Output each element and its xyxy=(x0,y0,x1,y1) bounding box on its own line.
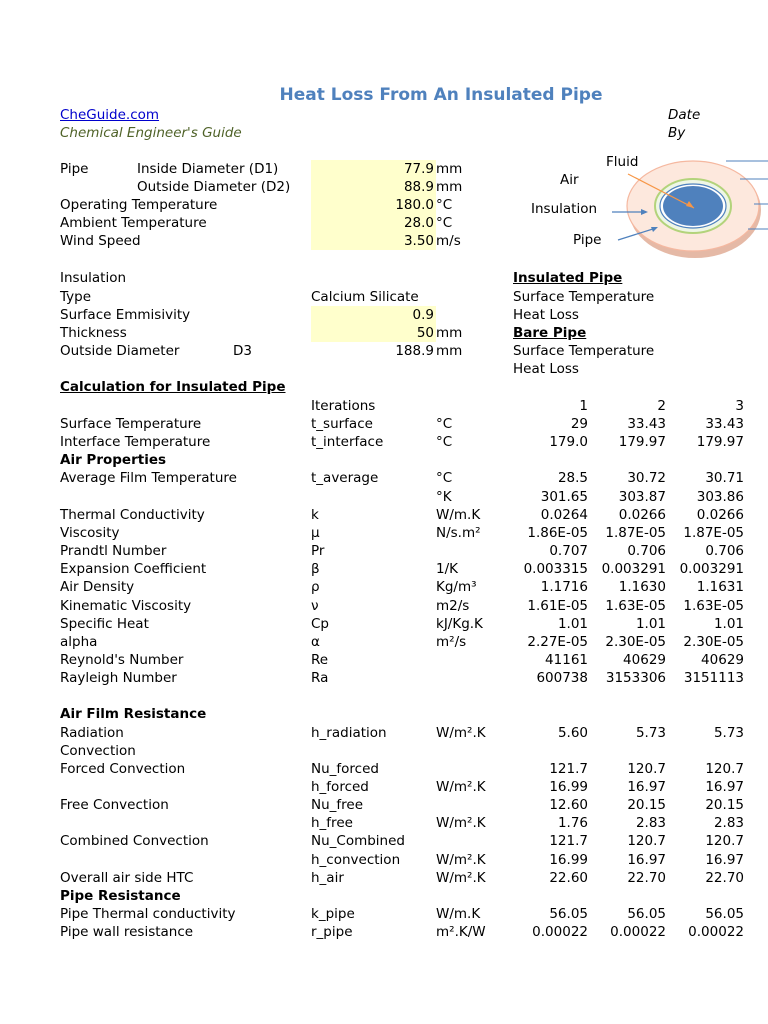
row-symbol: μ xyxy=(311,524,320,541)
row-symbol: t_average xyxy=(311,470,379,487)
diagram-label-fluid: Fluid xyxy=(606,154,639,170)
row-symbol: h_air xyxy=(311,869,344,886)
pipe-label: Pipe xyxy=(60,161,89,177)
row-value-iter-1: 12.60 xyxy=(549,797,588,814)
bare-surface-temp-label: Surface Temperature xyxy=(513,343,655,359)
insulation-od-value: 188.9 xyxy=(395,343,434,359)
date-label: Date xyxy=(668,107,701,123)
row-value-iter-3: 1.01 xyxy=(713,615,744,632)
row-label: Radiation xyxy=(60,724,124,741)
row-unit: N/s.m² xyxy=(436,524,481,541)
row-value-iter-3: 0.0266 xyxy=(696,506,744,523)
insulation-od-symbol: D3 xyxy=(233,343,252,359)
row-label: Pipe Thermal conductivity xyxy=(60,906,236,923)
row-label: Pipe wall resistance xyxy=(60,924,194,941)
row-value-iter-1: 1.86E-05 xyxy=(527,524,588,541)
row-value-iter-3: 33.43 xyxy=(705,416,744,432)
row-value-iter-2: 16.97 xyxy=(627,851,666,868)
row-value-iter-2: 179.97 xyxy=(618,434,666,451)
row-label: Free Convection xyxy=(60,797,169,814)
row-value-iter-3: 30.71 xyxy=(705,470,744,487)
row-value-iter-3: 1.63E-05 xyxy=(683,597,744,614)
row-value-iter-1: 0.003315 xyxy=(523,561,588,578)
site-link[interactable]: CheGuide.com xyxy=(60,107,160,123)
row-value-iter-1: 0.00022 xyxy=(532,924,588,941)
row-value-iter-2: 2.30E-05 xyxy=(605,633,666,650)
insulation-od-unit: mm xyxy=(436,343,463,359)
insulated-heat-loss-label: Heat Loss xyxy=(513,307,579,323)
row-value-iter-2: 30.72 xyxy=(627,470,666,487)
insulation-od-label: Outside Diameter xyxy=(60,343,180,359)
row-symbol: t_interface xyxy=(311,434,384,451)
row-unit: °C xyxy=(436,470,453,487)
row-value-iter-3: 16.97 xyxy=(705,779,744,795)
row-value-iter-1: 0.707 xyxy=(549,543,588,560)
row-label: Convection xyxy=(60,742,136,759)
operating-temp-value[interactable]: 180.0 xyxy=(395,197,434,213)
insulated-pipe-header: Insulated Pipe xyxy=(513,270,623,286)
row-label: Thermal Conductivity xyxy=(60,506,205,523)
site-tagline: Chemical Engineer's Guide xyxy=(60,125,242,141)
row-value-iter-3: 303.86 xyxy=(696,488,744,505)
row-symbol: ν xyxy=(311,597,319,614)
row-label: alpha xyxy=(60,633,98,650)
row-value-iter-3: 56.05 xyxy=(705,906,744,923)
ambient-temp-label: Ambient Temperature xyxy=(60,215,207,231)
row-label: Combined Convection xyxy=(60,833,209,850)
row-value-iter-2: 303.87 xyxy=(618,488,666,505)
row-symbol: h_forced xyxy=(311,779,369,795)
thickness-unit: mm xyxy=(436,325,463,341)
row-value-iter-3: 120.7 xyxy=(705,760,744,777)
bare-pipe-header: Bare Pipe xyxy=(513,325,587,341)
row-value-iter-1: 1.61E-05 xyxy=(527,597,588,614)
row-value-iter-3: 5.73 xyxy=(713,724,744,741)
row-value-iter-2: 56.05 xyxy=(627,906,666,923)
row-value-iter-2: 5.73 xyxy=(635,724,666,741)
row-value-iter-1: 16.99 xyxy=(549,851,588,868)
row-unit: °K xyxy=(436,488,452,505)
row-value-iter-1: 22.60 xyxy=(549,869,588,886)
iteration-3-header: 3 xyxy=(735,398,744,414)
row-symbol: k xyxy=(311,506,319,523)
row-symbol: h_free xyxy=(311,815,353,832)
inside-diameter-label: Inside Diameter (D1) xyxy=(137,161,279,177)
row-value-iter-1: 179.0 xyxy=(549,434,588,451)
row-value-iter-1: 56.05 xyxy=(549,906,588,923)
wind-speed-label: Wind Speed xyxy=(60,233,141,249)
row-label: Viscosity xyxy=(60,524,120,541)
row-unit: kJ/Kg.K xyxy=(436,615,483,632)
row-value-iter-2: 40629 xyxy=(623,651,666,668)
row-value-iter-3: 22.70 xyxy=(705,869,744,886)
row-unit: W/m².K xyxy=(436,724,486,741)
row-value-iter-2: 16.97 xyxy=(627,779,666,795)
row-value-iter-2: 33.43 xyxy=(627,416,666,432)
row-value-iter-1: 1.1716 xyxy=(540,579,588,596)
row-value-iter-1: 600738 xyxy=(536,670,588,687)
row-value-iter-1: 29 xyxy=(570,416,588,432)
row-label: Average Film Temperature xyxy=(60,470,237,487)
row-unit: W/m².K xyxy=(436,851,486,868)
row-label: Air Film Resistance xyxy=(60,706,207,723)
row-symbol: Nu_free xyxy=(311,797,364,814)
by-label: By xyxy=(668,125,686,141)
row-symbol: Nu_Combined xyxy=(311,833,405,850)
row-value-iter-1: 2.27E-05 xyxy=(527,633,588,650)
row-symbol: r_pipe xyxy=(311,924,353,941)
row-label: Reynold's Number xyxy=(60,651,184,668)
row-unit: W/m.K xyxy=(436,506,481,523)
calculation-header: Calculation for Insulated Pipe xyxy=(60,379,286,395)
row-value-iter-3: 20.15 xyxy=(705,797,744,814)
row-unit: W/m².K xyxy=(436,779,486,795)
row-value-iter-3: 179.97 xyxy=(696,434,744,451)
row-label: Kinematic Viscosity xyxy=(60,597,192,614)
row-value-iter-1: 28.5 xyxy=(557,470,588,487)
row-symbol: k_pipe xyxy=(311,906,355,923)
row-value-iter-3: 3151113 xyxy=(683,670,744,687)
iteration-1-header: 1 xyxy=(579,398,588,414)
outside-diameter-label: Outside Diameter (D2) xyxy=(137,179,291,195)
fluid-shape xyxy=(663,186,723,226)
row-value-iter-2: 0.00022 xyxy=(610,924,666,941)
row-label: Prandtl Number xyxy=(60,543,167,560)
row-unit: °C xyxy=(436,434,453,451)
row-value-iter-1: 1.01 xyxy=(557,615,588,632)
row-value-iter-3: 0.706 xyxy=(705,543,744,560)
row-value-iter-3: 0.003291 xyxy=(679,561,744,578)
row-value-iter-1: 1.76 xyxy=(557,815,588,832)
row-value-iter-2: 1.87E-05 xyxy=(605,524,666,541)
ambient-temp-value[interactable]: 28.0 xyxy=(403,215,434,231)
row-value-iter-1: 301.65 xyxy=(540,488,588,505)
row-value-iter-1: 121.7 xyxy=(549,760,588,777)
insulated-surface-temp-label: Surface Temperature xyxy=(513,289,655,305)
row-symbol: β xyxy=(311,561,320,578)
inside-diameter-unit: mm xyxy=(436,161,463,177)
row-value-iter-2: 2.83 xyxy=(635,815,666,832)
wind-speed-value[interactable]: 3.50 xyxy=(403,233,434,249)
insulation-type-value[interactable]: Calcium Silicate xyxy=(311,289,419,305)
row-value-iter-2: 0.0266 xyxy=(618,506,666,523)
row-value-iter-3: 0.00022 xyxy=(688,924,744,941)
row-symbol: ρ xyxy=(311,579,320,596)
row-value-iter-3: 120.7 xyxy=(705,833,744,850)
row-value-iter-3: 1.1631 xyxy=(696,579,744,596)
row-value-iter-3: 40629 xyxy=(701,651,744,668)
row-value-iter-1: 16.99 xyxy=(549,779,588,795)
operating-temp-label: Operating Temperature xyxy=(60,197,218,213)
insulation-type-label: Type xyxy=(60,289,92,305)
iteration-2-header: 2 xyxy=(657,398,666,414)
row-label: Air Properties xyxy=(60,452,167,469)
row-value-iter-2: 1.63E-05 xyxy=(605,597,666,614)
row-symbol: Re xyxy=(311,651,329,668)
row-value-iter-2: 120.7 xyxy=(627,760,666,777)
row-unit: W/m.K xyxy=(436,906,481,923)
row-value-iter-3: 16.97 xyxy=(705,851,744,868)
row-unit: W/m².K xyxy=(436,815,486,832)
row-value-iter-3: 1.87E-05 xyxy=(683,524,744,541)
ambient-temp-unit: °C xyxy=(436,215,453,231)
row-value-iter-2: 0.003291 xyxy=(601,561,666,578)
row-symbol: t_surface xyxy=(311,416,373,432)
row-unit: m²/s xyxy=(436,633,467,650)
row-symbol: Nu_forced xyxy=(311,760,379,777)
row-unit: m².K/W xyxy=(436,924,486,941)
row-symbol: Pr xyxy=(311,543,325,560)
emissivity-label: Surface Emmisivity xyxy=(60,307,191,323)
row-unit: °C xyxy=(436,416,453,432)
row-value-iter-3: 2.30E-05 xyxy=(683,633,744,650)
row-value-iter-1: 5.60 xyxy=(557,724,588,741)
row-value-iter-2: 3153306 xyxy=(605,670,666,687)
diagram-label-air: Air xyxy=(560,172,579,188)
wind-speed-unit: m/s xyxy=(436,233,461,249)
iterations-label: Iterations xyxy=(311,398,376,414)
thickness-value[interactable]: 50 xyxy=(416,325,434,341)
inside-diameter-value[interactable]: 77.9 xyxy=(403,161,434,177)
thickness-label: Thickness xyxy=(60,325,127,341)
row-label: Rayleigh Number xyxy=(60,670,177,687)
row-value-iter-1: 41161 xyxy=(545,651,588,668)
row-symbol: h_radiation xyxy=(311,724,387,741)
row-label: Surface Temperature xyxy=(60,416,202,432)
row-symbol: h_convection xyxy=(311,851,401,868)
row-symbol: α xyxy=(311,633,320,650)
row-unit: Kg/m³ xyxy=(436,579,477,596)
row-label: Air Density xyxy=(60,579,135,596)
diagram-label-pipe: Pipe xyxy=(573,232,602,248)
row-unit: 1/K xyxy=(436,561,458,578)
row-value-iter-2: 20.15 xyxy=(627,797,666,814)
row-value-iter-2: 1.1630 xyxy=(618,579,666,596)
insulation-header: Insulation xyxy=(60,270,127,286)
outside-diameter-unit: mm xyxy=(436,179,463,195)
page-title: Heat Loss From An Insulated Pipe xyxy=(279,85,603,105)
row-symbol: Ra xyxy=(311,670,329,687)
row-label: Interface Temperature xyxy=(60,434,211,451)
operating-temp-unit: °C xyxy=(436,197,453,213)
row-unit: W/m².K xyxy=(436,869,486,886)
row-value-iter-2: 22.70 xyxy=(627,869,666,886)
diagram-label-insulation: Insulation xyxy=(531,201,598,217)
row-label: Specific Heat xyxy=(60,615,149,632)
row-value-iter-2: 120.7 xyxy=(627,833,666,850)
row-value-iter-1: 0.0264 xyxy=(540,506,588,523)
row-unit: m2/s xyxy=(436,597,470,614)
row-value-iter-2: 0.706 xyxy=(627,543,666,560)
row-label: Forced Convection xyxy=(60,760,186,777)
row-value-iter-2: 1.01 xyxy=(635,615,666,632)
row-label: Pipe Resistance xyxy=(60,887,181,904)
row-label: Overall air side HTC xyxy=(60,869,194,886)
outside-diameter-value[interactable]: 88.9 xyxy=(403,179,434,195)
row-label: Expansion Coefficient xyxy=(60,561,207,578)
row-value-iter-1: 121.7 xyxy=(549,833,588,850)
emissivity-value[interactable]: 0.9 xyxy=(412,307,434,323)
row-value-iter-3: 2.83 xyxy=(713,815,744,832)
bare-heat-loss-label: Heat Loss xyxy=(513,361,579,377)
row-symbol: Cp xyxy=(311,615,329,632)
